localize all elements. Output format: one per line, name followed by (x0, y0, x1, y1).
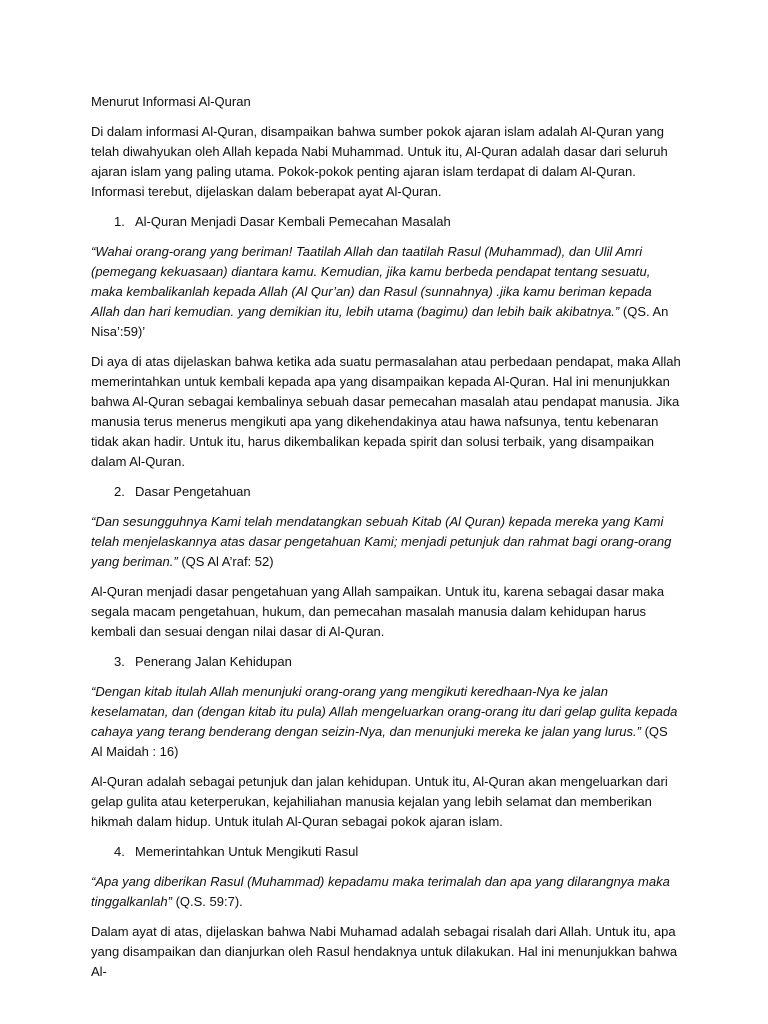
section-3-body: Al-Quran adalah sebagai petunjuk dan jalan kehidupan. Untuk itu, Al-Quran akan mengeluarkan dari gelap gulita atau keterperukan, kejahiliahan manusia kejalan yang lebih selamat dan memberikan hikmah dalam hidup. Untuk itulah Al-Quran sebagai pokok ajaran islam. (91, 774, 668, 829)
quote-reference: (QS Al A’raf: 52) (177, 554, 274, 569)
section-2-body: Al-Quran menjadi dasar pengetahuan yang Allah sampaikan. Untuk itu, karena sebagai dasar maka segala macam pengetahuan, hukum, dan pemecahan masalah manusia dalam kehidupan harus kembali dan sesuai dengan nilai dasar di Al-Quran. (91, 584, 665, 639)
section-number: 3. (114, 654, 125, 669)
intro-paragraph: Di dalam informasi Al-Quran, disampaikan bahwa sumber pokok ajaran islam adalah Al-Quran yang telah diwahyukan oleh Allah kepada Nabi Muhammad. Untuk itu, Al-Quran adalah dasar dari seluruh ajaran islam yang paling utama. Pokok-pokok penting ajaran islam terdapat di dalam Al-Quran. Informasi terebut, dijelaskan dalam beberapat ayat Al-Quran. (91, 124, 668, 199)
section-4-body: Dalam ayat di atas, dijelaskan bahwa Nabi Muhamad adalah sebagai risalah dari Allah. Untuk itu, apa yang disampaikan dan dianjurkan oleh Rasul hendaknya untuk dilakukan. Hal ini menunjukkan bahwa Al- (91, 924, 678, 979)
section-1-body: Di aya di atas dijelaskan bahwa ketika ada suatu permasalahan atau perbedaan pendapat, maka Allah memerintahkan untuk kembali kepada apa yang disampaikan kepada Al-Quran. Hal ini menunjukkan bahwa Al-Quran sebagai kembalinya sebuah dasar pemecahan masalah atau pendapat manusia. Jika manusia terus menerus mengikuti apa yang dikehendakinya atau hawa nafsunya, tentu kebenaran tidak akan hadir. Untuk itu, harus dikembalikan kepada spirit dan solusi terbaik, yang disampaikan dalam Al-Quran. (91, 354, 681, 469)
section-2-quote (91, 512, 681, 572)
section-title: Memerintahkan Untuk Mengikuti Rasul (135, 844, 359, 859)
section-1-heading (91, 212, 681, 232)
document-heading: Menurut Informasi Al-Quran (91, 94, 251, 109)
section-3-heading (91, 652, 681, 672)
quote-reference: (QS Al Maidah : 16) (91, 724, 668, 759)
section-title: Dasar Pengetahuan (135, 484, 251, 499)
section-4-heading (91, 842, 681, 862)
section-number: 4. (114, 844, 125, 859)
section-4-quote (91, 872, 681, 912)
quote-text: “Dan sesungguhnya Kami telah mendatangkan sebuah Kitab (Al Quran) kepada mereka yang Kami telah menjelaskannya atas dasar pengetahuan Kami; menjadi petunjuk dan rahmat bagi orang-orang yang beriman.” (91, 514, 672, 569)
quote-text: “Wahai orang-orang yang beriman! Taatilah Allah dan taatilah Rasul (Muhammad), dan Ulil Amri (pemegang kekuasaan) diantara kamu. Kemudian, jika kamu berbeda pendapat tentang sesuatu, maka kembalikanlah kepada Allah (Al Qur’an) dan Rasul (sunnahnya) .jika kamu beriman kepada Allah dan hari kemudian. yang demikian itu, lebih utama (bagimu) dan lebih baik akibatnya.” (91, 244, 652, 319)
section-title: Penerang Jalan Kehidupan (135, 654, 292, 669)
quote-reference: (QS. An Nisa’:59)’ (91, 304, 669, 339)
section-2-heading (91, 482, 681, 502)
quote-reference: (Q.S. 59:7). (171, 894, 243, 909)
quote-text: “Apa yang diberikan Rasul (Muhammad) kepadamu maka terimalah dan apa yang dilarangnya maka tinggalkanlah” (91, 874, 670, 909)
section-1-quote (91, 242, 681, 342)
section-title: Al-Quran Menjadi Dasar Kembali Pemecahan Masalah (135, 214, 451, 229)
section-number: 2. (114, 484, 125, 499)
document-page (91, 92, 681, 992)
section-3-quote (91, 682, 681, 762)
section-number: 1. (114, 214, 125, 229)
quote-text: “Dengan kitab itulah Allah menunjuki orang-orang yang mengikuti keredhaan-Nya ke jalan keselamatan, dan (dengan kitab itu pula) Allah mengeluarkan orang-orang itu dari gelap gulita kepada cahaya yang terang benderang dengan seizin-Nya, dan menunjuki mereka ke jalan yang lurus.” (91, 684, 678, 739)
